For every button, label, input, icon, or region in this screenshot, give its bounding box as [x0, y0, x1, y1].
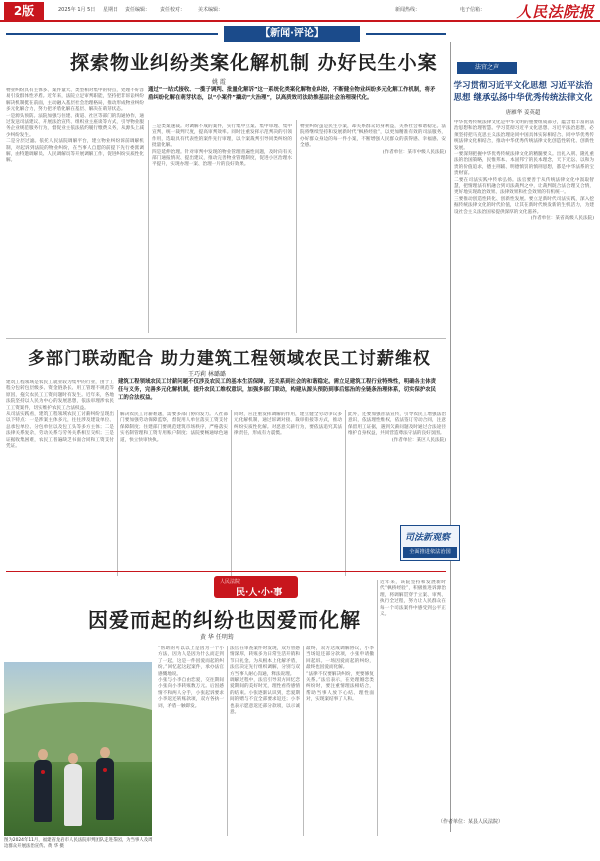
- article2-paragraph: 解决农民工讨薪难题，需要多部门协同发力。人社部门要加强劳动保障监察，督促用人单位落实工资支付保障制度；住建部门要规范建筑市场秩序，严格落实实名制管理和工资专用账户制度；法院要畅通绿色通道，快立快审快执。: [120, 412, 228, 443]
- article1-paragraph: 一是源头预防。法院加强与住建、街道、社区等部门的沟通协作，通过发送司法建议、开展法治宣传、组织业主座谈等方式，引导物业服务企业规范服务行为，督促业主依法依约履行缴费义务，从源头上减少纠纷发生。: [6, 113, 144, 138]
- feature-body-col1: [158, 646, 224, 836]
- article2-paragraph: 从司法实践看，建筑工程领域农民工讨薪纠纷呈现出以下特点：一是涉案主体多元，往往涉及建设单位、总承包单位、分包单位以及包工头等多方主体；二是法律关系复杂，劳动关系与劳务关系相互交织；三是证据收集困难，农民工普遍缺乏书面合同和工资支付凭证。: [6, 412, 114, 450]
- feature-photo: [4, 662, 152, 836]
- feature-paragraph: 近年来，该院坚持和发展新时代“枫桥经验”，积极推进诉源治理，将调解贯穿于立案、审判、执行全过程，努力让人民群众在每一个司法案件中感受到公平正义。: [380, 580, 446, 618]
- page-number-badge: 2版: [4, 2, 44, 20]
- article1-body-col1: [6, 88, 144, 333]
- article2-body-col1: [6, 380, 114, 576]
- feature-body-col3: [306, 646, 374, 836]
- column-tag: 法官之声: [457, 62, 517, 74]
- article2-body-col3: [234, 412, 342, 576]
- article1-paragraph: 二是分层过滤。依托人民法院调解平台，建立物业纠纷诉前调解机制，对起诉到法院的物业纠纷，在当事人自愿的前提下先行委派调解，由特邀调解员、人民调解员等开展调解工作，促进纠纷实质性化解。: [6, 139, 144, 164]
- photo-villager-figure: [64, 764, 82, 826]
- article1-author-note: (作者单位：某市中级人民法院): [382, 149, 446, 155]
- column-divider: [377, 580, 378, 836]
- feature-paragraph: 小张与小李自由恋爱，交往期间小张向小李转账数万元。后因感情不和两人分手，小张起诉要求小李返还转账款项，双方各执一词，矛盾一触即发。: [158, 678, 224, 709]
- column-paragraph: 三要推动创造性转化、创新性发展。要立足新时代司法实践，深入挖掘传统法律文化的时代价值，让其在新时代焕发新的生机活力，为建设社会主义法治国家提供深厚的文化滋养。: [454, 196, 594, 215]
- feature-byline: 黄 华 任明筠: [200, 634, 234, 641]
- article2-byline: 王巧莉 林璐璐: [188, 371, 226, 378]
- column-divider: [296, 120, 297, 333]
- article2-lead: 建筑工程领域农民工讨薪问题不仅涉及农民工的基本生活保障，还关系到社会的和谐稳定。需立足建筑工程行业特殊性，明确各主体责任与义务，完善多元化解机制，提升农民工维权意识，加强多部门联动，构建从源头预防到事后惩治的全链条治理体系，切实保护农民工的合法权益。: [118, 379, 437, 401]
- photo-hill: [4, 702, 152, 762]
- photo-caption: 图为2024年11月，福建省龙岩市人民法院审判团队走进茶园，为当事人及周边群众开展法治宣传。黄 华 摄: [4, 838, 153, 849]
- article2-paragraph: 同时，应注重发挥调解的作用，建立健全劳动争议多元化解机制，通过诉调对接、裁审衔接等方式，推动纠纷实质性化解。对恶意欠薪行为，要依法追究其法律责任，形成有力震慑。: [234, 412, 342, 437]
- feature-author-note: （作者单位：某县人民法院）: [438, 819, 504, 825]
- feature-separator: [6, 571, 446, 572]
- issue-weekday: 星期日: [103, 7, 119, 13]
- column-divider: [303, 646, 304, 836]
- column-divider: [227, 646, 228, 836]
- right-column-rule: [450, 42, 451, 832]
- article2-paragraph: 建筑工程领域是农民工就业较为集中的行业，由于工程分包转包层级多、资金链条长、用工管理不规范等原因，拖欠农民工工资问题时有发生。近年来，各地法院坚持以人民为中心的发展思想，依法审理涉农民工工资案件，切实维护农民工合法权益。: [6, 380, 114, 411]
- column-paragraph: 一要深刻把握中华优秀传统法律文化的精髓要义。出礼入刑、隆礼重法的治国策略，民惟邦本、本固邦宁的民本理念，天下无讼、以和为贵的价值追求，德主刑辅、明德慎罚的慎刑思想，都是中华法系的宝贵财富。: [454, 152, 594, 177]
- email-label: 电子信箱：: [460, 7, 486, 13]
- article2-body-col4: [348, 412, 446, 522]
- column-divider: [117, 410, 118, 576]
- article2-title: 多部门联动配合 助力建筑工程领域农民工讨薪维权: [28, 349, 431, 369]
- feature-tag: [214, 576, 298, 598]
- article1-paragraph: 物业纠纷虽是民生小案，却关系群众切身利益，关系社会和谐稳定。法院将继续坚持和发展新时代“枫桥经验”，以更加精准有效的司法服务，办好群众身边的每一件小案，不断增强人民群众的获得感、幸福感、安全感。: [300, 124, 446, 149]
- promo-title: 司法新观察: [405, 533, 451, 543]
- article2-author-note: (作者单位：某区人民法院): [391, 437, 446, 443]
- column-author-note: (作者单位：某省高级人民法院): [530, 216, 594, 222]
- layout-editor-label: 美术编辑：: [198, 7, 224, 13]
- feature-paragraph: “法律不仅要解决纠纷，更要修复关系。”法官表示，在处理婚恋类纠纷时，要注重情理法相结合，帮助当事人放下心结、理性面对，实现案结事了人和。: [306, 671, 374, 703]
- article2-body-col2: [120, 412, 228, 576]
- column-body: [454, 120, 594, 832]
- editor-label: 责任编辑：: [125, 7, 151, 13]
- article1-lead: 通过“一站式接收、一揽子调判、批量化解诉”这一系统化类案化解物业纠纷，不断健全物业纠纷多元化解工作机制，将矛盾纠纷化解在萌芽状态，以“小案件”撬动“大治理”，以高质效司法助推基层社会治理现代化。: [148, 87, 436, 101]
- feature-paragraph: 调解过程中，法官引导双方回忆恋爱期间的美好时光，理性看待感情的结束。小张逐渐认识到，恋爱期间的赠与不宜全部要求返还；小李也表示愿意返还部分款项，以示诚意。: [230, 678, 300, 716]
- feature-tag-main: 民·人·小·事: [236, 588, 283, 598]
- photo-judge-figure: [96, 758, 114, 820]
- article-separator: [6, 338, 446, 339]
- hotline-label: 新闻热线：: [395, 7, 421, 13]
- feature-paragraph: 法官在审查案件时发现，双方曾感情深厚，转账多为日常生活开销和节日礼金。为从根本上化解矛盾，法官决定先行组织调解，分别与双方当事人耐心沟通，释法说理。: [230, 646, 300, 677]
- issue-date: 2025年 1月 5日: [58, 7, 96, 13]
- article1-byline: 姚 霞: [212, 79, 226, 86]
- feature-body-col4: [380, 580, 446, 816]
- promo-subtitle: 全面推进依法治国: [403, 547, 457, 558]
- section-rule-right: [366, 33, 446, 35]
- article1-paragraph: 三是类案速裁。对调解不成的案件，实行集中立案、集中审理、集中宣判，统一裁判尺度，提高审判效率。同时注重发挥示范判决的引领作用，选取具有代表性的案件先行审理，以个案裁判引导同类纠纷的批量化解。: [152, 124, 292, 149]
- masthead: [0, 0, 600, 22]
- column-title: 学习贯彻习近平文化思想 习近平法治思想 继承弘扬中华优秀传统法律文化: [453, 81, 593, 103]
- section-label: 【新闻·评论】: [224, 26, 360, 42]
- article1-paragraph: 物业纠纷具有主体多、案件量大、类型相对集中的特点，处理不好容易引发群体性矛盾。近年来，法院立足审判职能，坚持把非诉讼纠纷解决机制挺在前面，主动融入基层社会治理格局，推动形成物业纠纷多元化解合力，努力把矛盾化解在基层、解决在萌芽状态。: [6, 88, 144, 113]
- column-author: 唐雁华 姜英超: [505, 110, 541, 116]
- copyeditor-label: 责任校对：: [160, 7, 186, 13]
- article1-paragraph: 四是延伸治理。针对审判中发现的物业管理普遍性问题，及时向有关部门通报情况、提出建议，推动完善物业管理制度，促进小区治理水平提升，实现办理一案、治理一片的良好效果。: [152, 149, 292, 168]
- article2-paragraph: 此外，还要加强普法宣传，引导农民工增强法治意识，依法理性维权，依法签订劳动合同，注意保留用工证据，遇到欠薪问题及时通过合法途径维护自身权益，共同营造尊法守法的良好氛围。: [348, 412, 446, 437]
- promo-box[interactable]: [400, 525, 460, 561]
- article1-body-col2: [152, 124, 292, 333]
- article1-body-col3: [300, 124, 446, 333]
- article1-title: 探索物业纠纷类案化解机制 办好民生小案: [70, 52, 438, 74]
- feature-paragraph: “帮助的可以以上是因为一个小方法，因为人是因为什么而走到了一起，这是一件因爱而起的纠纷。”回忆起这起案件，承办法官感慨地说。: [158, 646, 224, 677]
- photo-judge-figure: [34, 760, 52, 822]
- feature-body-col2: [230, 646, 300, 836]
- newspaper-logo: 人民法院报: [516, 3, 594, 21]
- column-paragraph: 中华优秀传统法律文化是中华文明的重要组成部分，蕴含着丰富的法治思想和治理智慧。学习贯彻习近平文化思想、习近平法治思想，必须坚持把马克思主义法治理论同中国具体实际相结合、同中华优秀传统法律文化相结合，推动中华优秀传统法律文化创造性转化、创新性发展。: [454, 120, 594, 151]
- column-paragraph: 二要在司法实践中传承弘扬。法官要善于从传统法律文化中汲取智慧，把情理法有机融合到司法裁判之中，让裁判既合法合理又合情，更好地实现政治效果、法律效果和社会效果的有机统一。: [454, 177, 594, 196]
- feature-tag-small: 人民法院: [220, 579, 241, 585]
- column-divider: [148, 120, 149, 333]
- section-rule-left: [6, 33, 218, 35]
- column-divider: [231, 410, 232, 576]
- feature-title: 因爱而起的纠纷也因爱而化解: [88, 608, 361, 632]
- column-divider: [345, 410, 346, 576]
- feature-paragraph: 最终，双方达成调解协议，小李当场返还部分款项，小张申请撤回起诉。一场因爱而起的纠纷，最终也因爱而化解。: [306, 646, 374, 671]
